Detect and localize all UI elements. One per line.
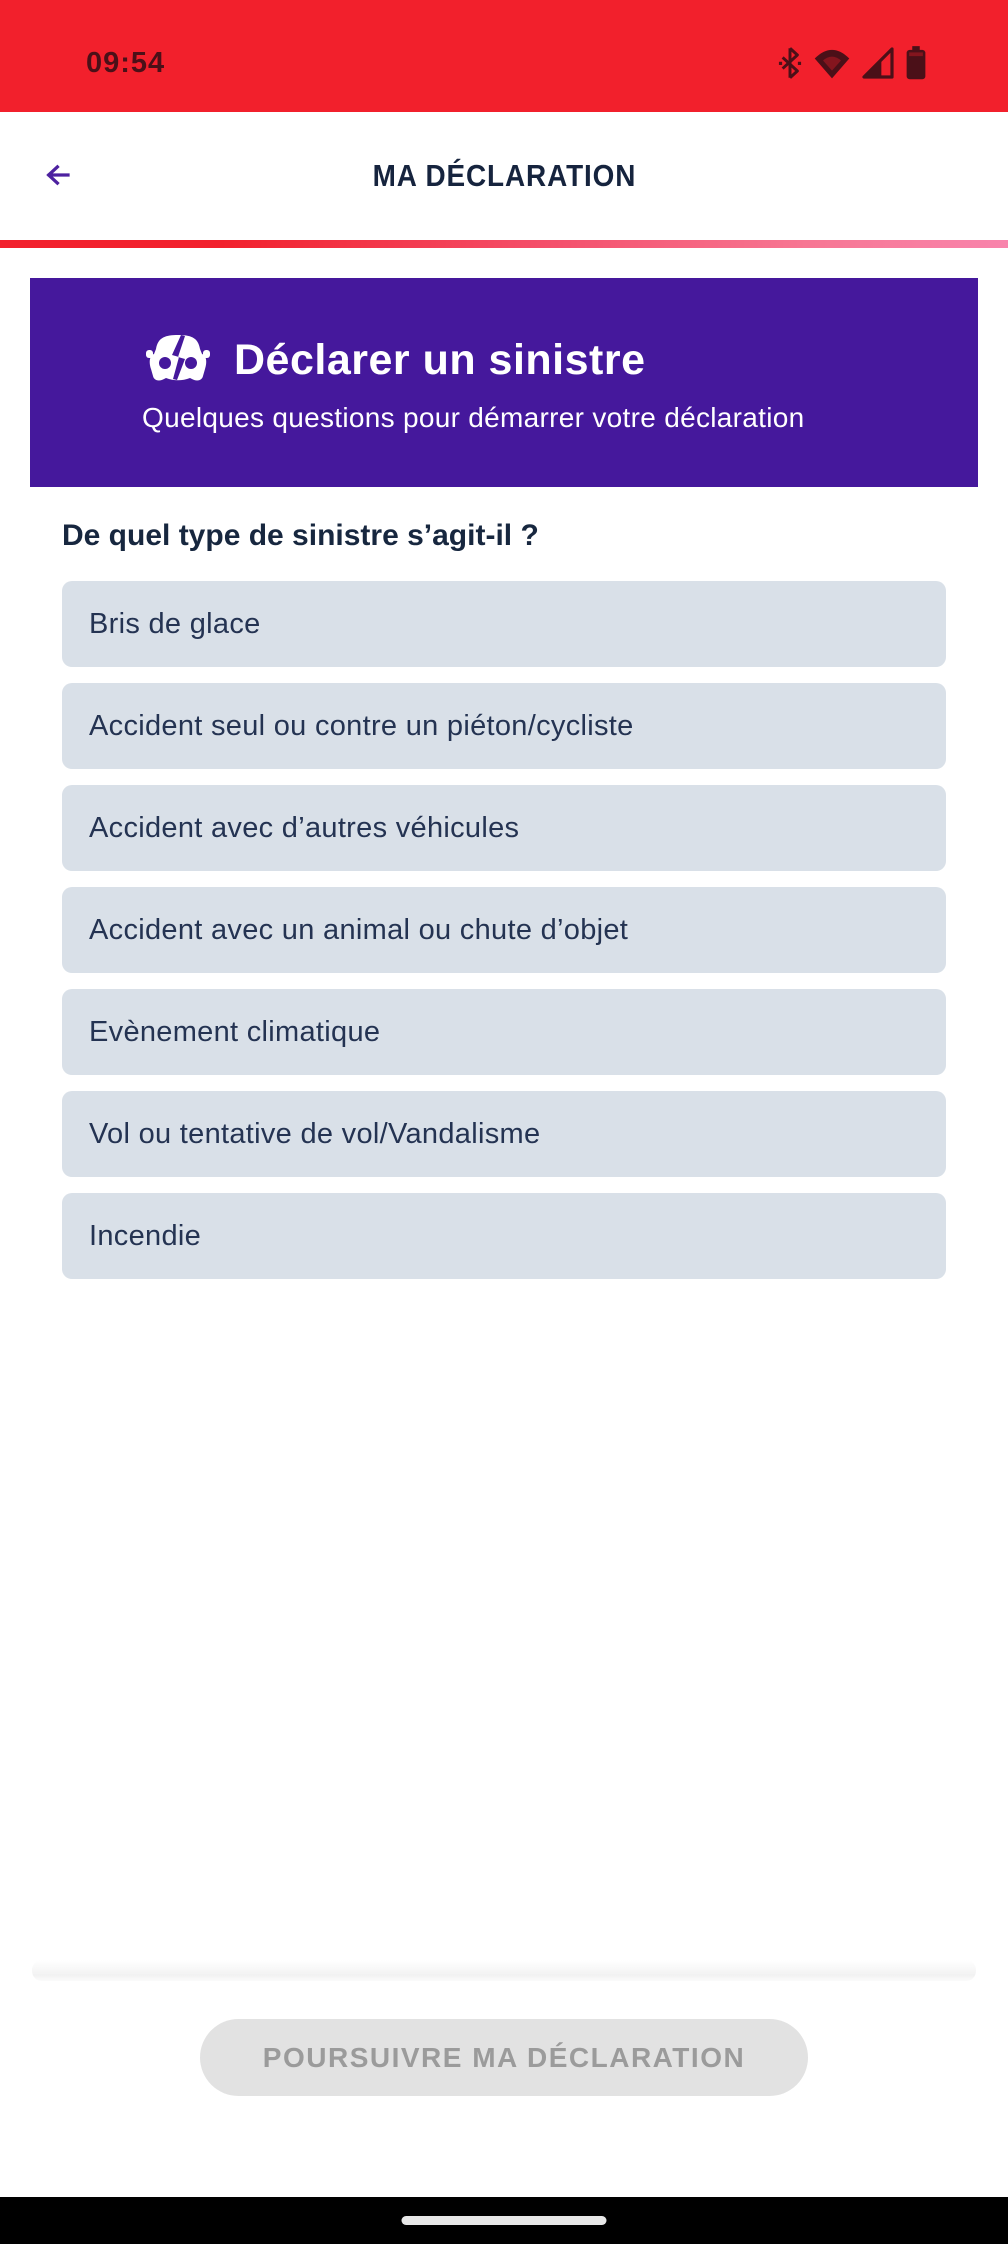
back-button[interactable] xyxy=(36,154,80,198)
continue-declaration-button[interactable]: POURSUIVRE MA DÉCLARATION xyxy=(200,2019,808,2096)
option-vol-vandalisme[interactable] xyxy=(62,1091,946,1177)
banner-subtitle: Quelques questions pour démarrer votre déclaration xyxy=(142,402,805,433)
option-label: Accident avec un animal ou chute d’objet xyxy=(89,913,629,946)
cell-signal-icon xyxy=(862,47,894,79)
battery-icon xyxy=(906,46,926,80)
system-nav-bar xyxy=(0,2197,1008,2244)
clock: 09:54 xyxy=(86,46,166,79)
claim-type-question: De quel type de sinistre s’agit-il ? xyxy=(62,519,539,552)
wifi-icon xyxy=(814,47,850,79)
status-bar xyxy=(0,0,1008,112)
option-label: Accident avec d’autres véhicules xyxy=(89,811,520,844)
brand-gradient-divider xyxy=(0,240,1008,248)
option-accident-autres-vehicules[interactable] xyxy=(62,785,946,871)
claim-banner xyxy=(30,278,978,487)
banner-title-row xyxy=(142,331,978,390)
banner-title: Déclarer un sinistre xyxy=(234,336,646,384)
arrow-left-icon xyxy=(43,160,73,193)
option-accident-seul-pieton-cycliste[interactable] xyxy=(62,683,946,769)
option-label: Vol ou tentative de vol/Vandalisme xyxy=(89,1117,541,1150)
option-bris-de-glace[interactable] xyxy=(62,581,946,667)
option-accident-animal-chute-objet[interactable] xyxy=(62,887,946,973)
footer-top-shadow xyxy=(32,1960,976,1981)
option-label: Incendie xyxy=(89,1219,202,1252)
bluetooth-icon xyxy=(778,47,802,79)
option-incendie[interactable] xyxy=(62,1193,946,1279)
option-label: Bris de glace xyxy=(89,607,261,640)
page-title: MA DÉCLARATION xyxy=(372,158,636,193)
option-evenement-climatique[interactable] xyxy=(62,989,946,1075)
status-icons xyxy=(778,46,926,80)
damaged-car-icon xyxy=(146,331,210,390)
home-indicator[interactable] xyxy=(402,2216,607,2225)
option-label: Accident seul ou contre un piéton/cycliste xyxy=(89,709,634,742)
app-header xyxy=(0,112,1008,240)
claim-type-options xyxy=(62,581,946,1279)
option-label: Evènement climatique xyxy=(89,1015,381,1048)
